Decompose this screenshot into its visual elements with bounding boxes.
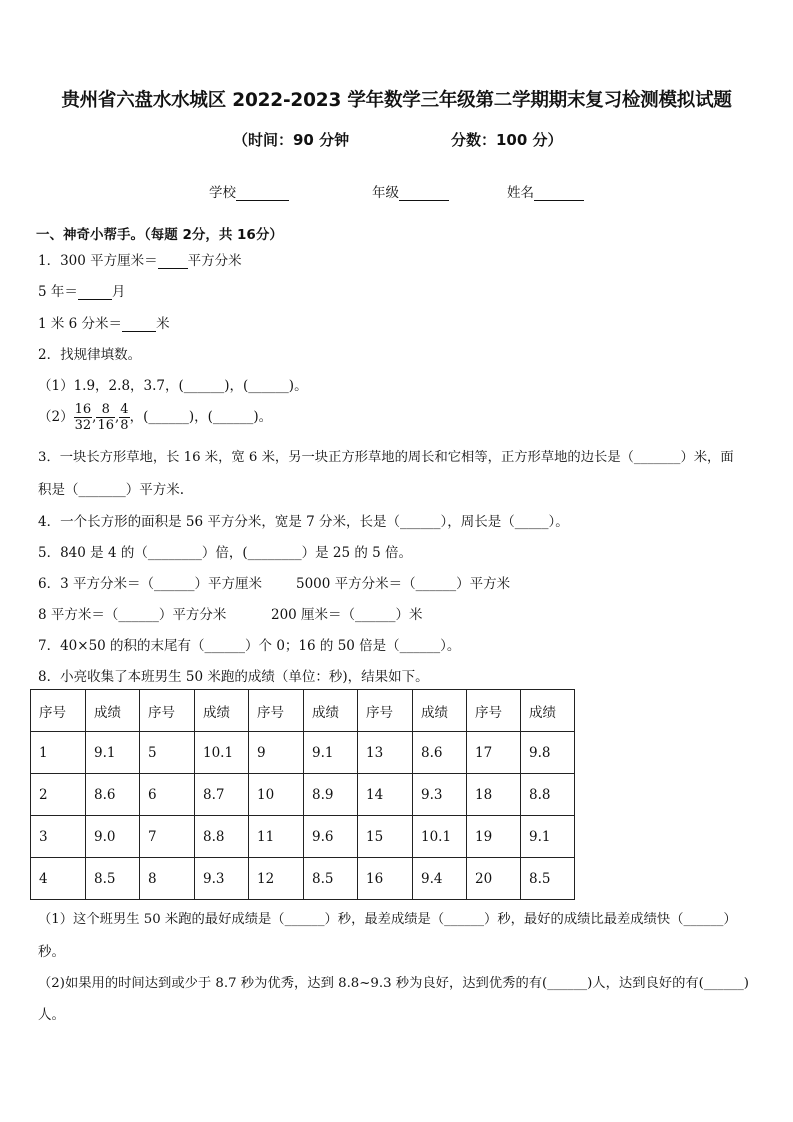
q1-a-text: 1．300 平方厘米＝: [38, 253, 158, 269]
section1-heading: 一、神奇小帮手。（每题 2分，共 16分）: [36, 227, 283, 243]
table-row: [31, 774, 575, 816]
table-cell: 10: [249, 774, 304, 816]
q1-b-text: 5 年＝: [38, 284, 78, 300]
school-field[interactable]: [209, 181, 289, 201]
table-cell: 8.5: [304, 858, 358, 900]
table-row: [31, 816, 575, 858]
table-cell: 14: [358, 774, 413, 816]
table-cell: 5: [140, 732, 195, 774]
table-cell: 8.9: [304, 774, 358, 816]
table-cell: 6: [140, 774, 195, 816]
table-cell: 9.0: [86, 816, 140, 858]
q6-c: 8 平方米＝（______）平方分米: [38, 607, 227, 623]
table-cell: 12: [249, 858, 304, 900]
grade-blank[interactable]: [399, 186, 449, 201]
table-cell: 9: [249, 732, 304, 774]
table-cell: 2: [31, 774, 86, 816]
table-cell: 8.5: [521, 858, 575, 900]
q5: 5．840 是 4 的（________）倍，(________）是 25 的 5 倍。: [38, 545, 413, 561]
exam-score: 分数：100 分）: [451, 131, 563, 149]
q1-b-unit: 月: [111, 284, 126, 300]
table-header-row: [31, 690, 575, 732]
table-cell: 9.3: [195, 858, 249, 900]
table-cell: 成绩: [195, 690, 249, 732]
q6-d: 200 厘米＝（______）米: [271, 607, 423, 623]
table-cell: 8.5: [86, 858, 140, 900]
table-cell: 4: [31, 858, 86, 900]
q2-part2: （2） $\frac{16}{32}$ , $\frac{8}{16}$ , $\frac{4}{8}$ ，(______)，(______)。: [38, 402, 273, 433]
table-cell: 20: [467, 858, 521, 900]
q1-c-blank[interactable]: [122, 317, 156, 332]
scores-table: [30, 689, 575, 900]
q1-a-unit: 平方分米: [187, 253, 242, 269]
q4: 4．一个长方形的面积是 56 平方分米，宽是 7 分米，长是（______），周长是（_____）。: [38, 514, 569, 530]
table-cell: 成绩: [304, 690, 358, 732]
q8-sub2-line1: （2)如果用的时间达到或少于 8.7 秒为优秀，达到 8.8~9.3 秒为良好，达到优秀的有(______)人，达到良好的有(______): [38, 976, 749, 991]
table-cell: 18: [467, 774, 521, 816]
table-cell: 9.1: [86, 732, 140, 774]
table-cell: 9.8: [521, 732, 575, 774]
table-cell: 9.6: [304, 816, 358, 858]
table-cell: 序号: [31, 690, 86, 732]
q2-part1: （1）1.9，2.8，3.7，(______)，(______)。: [38, 378, 308, 394]
page-title: 贵州省六盘水水城区 2022-2023 学年数学三年级第二学期期末复习检测模拟试题: [61, 90, 732, 111]
q1-line-a: [38, 249, 242, 269]
table-cell: 序号: [467, 690, 521, 732]
q6-a: 6．3 平方分米＝（______）平方厘米: [38, 576, 262, 592]
q1-c-text: 1 米 6 分米＝: [38, 316, 123, 332]
q1-line-c: [38, 312, 170, 332]
table-cell: 8.8: [195, 816, 249, 858]
q6-b: 5000 平方分米＝（______）平方米: [296, 576, 511, 592]
q1-a-blank[interactable]: [158, 254, 188, 269]
table-cell: 15: [358, 816, 413, 858]
table-cell: 成绩: [413, 690, 467, 732]
table-row: [31, 732, 575, 774]
q8-stem: 8．小亮收集了本班男生 50 米跑的成绩（单位：秒)，结果如下。: [38, 669, 429, 685]
school-blank[interactable]: [236, 186, 289, 201]
table-cell: 9.4: [413, 858, 467, 900]
table-cell: 19: [467, 816, 521, 858]
table-cell: 8.8: [521, 774, 575, 816]
table-cell: 成绩: [521, 690, 575, 732]
fraction-3: $\frac{4}{8}$: [120, 402, 129, 433]
name-blank[interactable]: [534, 186, 584, 201]
table-cell: 3: [31, 816, 86, 858]
table-cell: 9.1: [521, 816, 575, 858]
q3-line1: 3．一块长方形草地，长 16 米，宽 6 米，另一块正方形草地的周长和它相等，正方形草地的边长是（_______）米，面: [38, 450, 734, 465]
q8-sub2-line2: 人。: [38, 1007, 65, 1023]
q3-line2: 积是（_______）平方米.: [38, 482, 185, 498]
q2-part2-label: （2）: [38, 409, 74, 425]
table-cell: 16: [358, 858, 413, 900]
table-cell: 17: [467, 732, 521, 774]
q1-c-unit: 米: [156, 316, 170, 332]
grade-label: 年级: [372, 185, 399, 201]
table-cell: 8: [140, 858, 195, 900]
table-cell: 序号: [358, 690, 413, 732]
fraction-2: $\frac{8}{16}$: [97, 402, 114, 433]
name-label: 姓名: [507, 185, 534, 201]
table-cell: 8.6: [413, 732, 467, 774]
table-cell: 成绩: [86, 690, 140, 732]
table-cell: 序号: [140, 690, 195, 732]
exam-time: （时间：90 分钟: [233, 131, 350, 149]
fraction-1: $\frac{16}{32}$: [74, 402, 92, 433]
table-cell: 7: [140, 816, 195, 858]
table-row: [31, 858, 575, 900]
table-cell: 8.7: [195, 774, 249, 816]
table-cell: 10.1: [413, 816, 467, 858]
table-cell: 13: [358, 732, 413, 774]
table-cell: 序号: [249, 690, 304, 732]
table-cell: 11: [249, 816, 304, 858]
table-cell: 10.1: [195, 732, 249, 774]
name-field[interactable]: [507, 181, 584, 201]
table-cell: 9.1: [304, 732, 358, 774]
grade-field[interactable]: [372, 181, 449, 201]
q7: 7．40×50 的积的末尾有（______）个 0；16 的 50 倍是（______）。: [38, 638, 461, 654]
q8-sub1-line2: 秒。: [38, 944, 65, 960]
q1-b-blank[interactable]: [78, 285, 112, 300]
table-cell: 1: [31, 732, 86, 774]
q8-sub1-line1: （1）这个班男生 50 米跑的最好成绩是（______）秒，最差成绩是（______）秒，最好的成绩比最差成绩快（______）: [38, 912, 737, 927]
table-cell: 8.6: [86, 774, 140, 816]
school-label: 学校: [209, 185, 236, 201]
table-cell: 9.3: [413, 774, 467, 816]
q2-part2-blanks[interactable]: (______)，(______)。: [143, 409, 273, 425]
q2-stem: 2．找规律填数。: [38, 347, 142, 363]
q1-line-b: [38, 280, 125, 300]
